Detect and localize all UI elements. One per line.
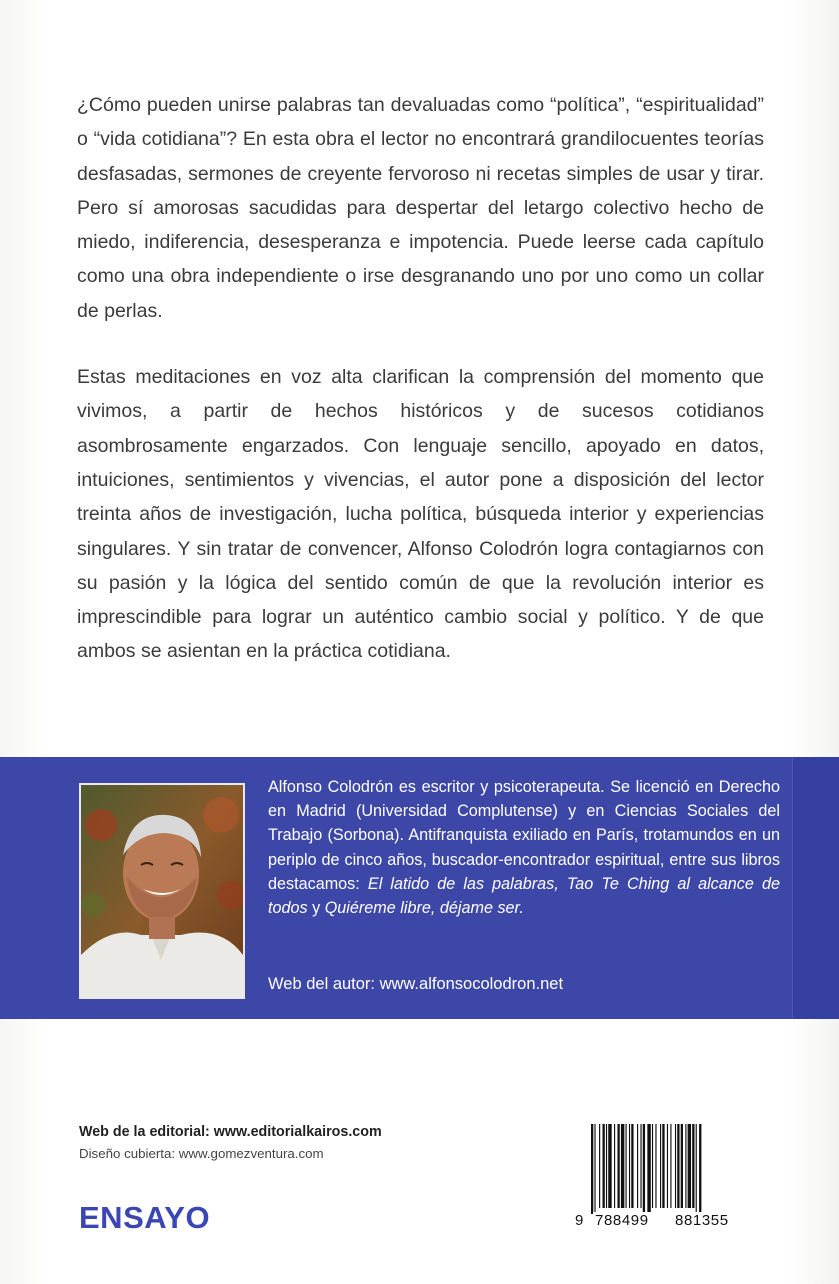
author-book-2: Quiéreme libre, déjame ser. (324, 899, 524, 918)
synopsis-paragraph-2: Estas meditaciones en voz alta clarifican la comprensión del momento que vivimos, a partir de hechos históricos y de sucesos cotidianos asombrosamente engarzados. Con lenguaje sencillo, apoyado en datos, intuiciones, sentimientos y vivencias, el autor pone a disposición del lector treinta años de investigación, lucha política, búsqueda interior y experiencias singulares. Y sin tratar de convencer, Alfonso Colodrón logra contagiarnos con su pasión y la lógica del sentido común de que la revolución interior es imprescindible para lograr un auténtico cambio social y político. Y de que ambos se asientan en la práctica cotidiana. (77, 366, 764, 663)
barcode-bar (608, 1124, 611, 1208)
barcode-bar (652, 1124, 653, 1208)
isbn-first-digit: 9 (575, 1212, 584, 1229)
barcode-bar (685, 1124, 686, 1208)
barcode-bar (643, 1124, 645, 1214)
barcode-bar (699, 1124, 701, 1214)
publisher-website: Web de la editorial: www.editorialkairos.com (79, 1124, 382, 1140)
barcode-bar (599, 1124, 600, 1208)
barcode-bar (594, 1124, 595, 1214)
author-photo (79, 783, 245, 999)
isbn-group-1: 788499 (595, 1212, 649, 1229)
barcode-bar (670, 1124, 671, 1208)
barcode-bar (647, 1124, 650, 1214)
author-bio-connector: y (307, 899, 325, 918)
barcode-bar (631, 1124, 633, 1208)
author-book-1: El latido de las palabras, Tao Te Ching al alcance de todos (268, 874, 781, 918)
barcode-bar (696, 1124, 697, 1214)
barcode-bar (606, 1124, 607, 1208)
author-bio-intro: Alfonso Colodrón es escritor y psicoterapeuta. Se licenció en Derecho en Madrid (Universidad Complutense) y en Ciencias Sociales del Trabajo (Sorbona). Antifranquista exiliado en París, trotamundos en un periplo de cinco años, buscador-encontrador espiritual, entre sus libros destacamos: (268, 778, 780, 893)
author-bio-text (268, 775, 780, 920)
barcode-bar (626, 1124, 627, 1208)
barcode-bar (621, 1124, 624, 1208)
barcode-bar (640, 1124, 641, 1208)
genre-label: ENSAYO (79, 1200, 211, 1235)
barcode-bar (675, 1124, 676, 1208)
barcode-bar (637, 1124, 638, 1208)
barcode-bar (660, 1124, 661, 1208)
barcode-bar (629, 1124, 630, 1208)
synopsis (77, 88, 764, 701)
band-edge (792, 757, 839, 1019)
author-website: Web del autor: www.alfonsocolodron.net (268, 975, 564, 993)
cover-design-credit: Diseño cubierta: www.gomezventura.com (79, 1146, 324, 1161)
barcode-bar (617, 1124, 619, 1208)
isbn-group-2: 881355 (675, 1212, 729, 1229)
barcode-bar (662, 1124, 664, 1208)
barcode-bar (667, 1124, 668, 1208)
barcode-bar (692, 1124, 694, 1208)
author-bio (268, 775, 780, 920)
synopsis-paragraph-1: ¿Cómo pueden unirse palabras tan devaluadas como “política”, “espiritualidad” o “vida cotidiana”? En esta obra el lector no encontrará grandilocuentes teorías desfasadas, sermones de creyente fervoroso ni recetas simples de usar y tirar. Pero sí amorosas sacudidas para despertar del letargo colectivo hecho de miedo, indiferencia, desesperanza e impotencia. Puede leerse cada capítulo como una obra independiente o irse desgranando uno por uno como un collar de perlas. (77, 94, 764, 322)
barcode-bar (655, 1124, 656, 1208)
barcode-bar (688, 1124, 691, 1208)
barcode-bar (681, 1124, 683, 1208)
barcode-bar (677, 1124, 679, 1208)
barcode-bar (614, 1124, 615, 1208)
barcode-bar (591, 1124, 593, 1214)
barcode-bar (603, 1124, 605, 1208)
